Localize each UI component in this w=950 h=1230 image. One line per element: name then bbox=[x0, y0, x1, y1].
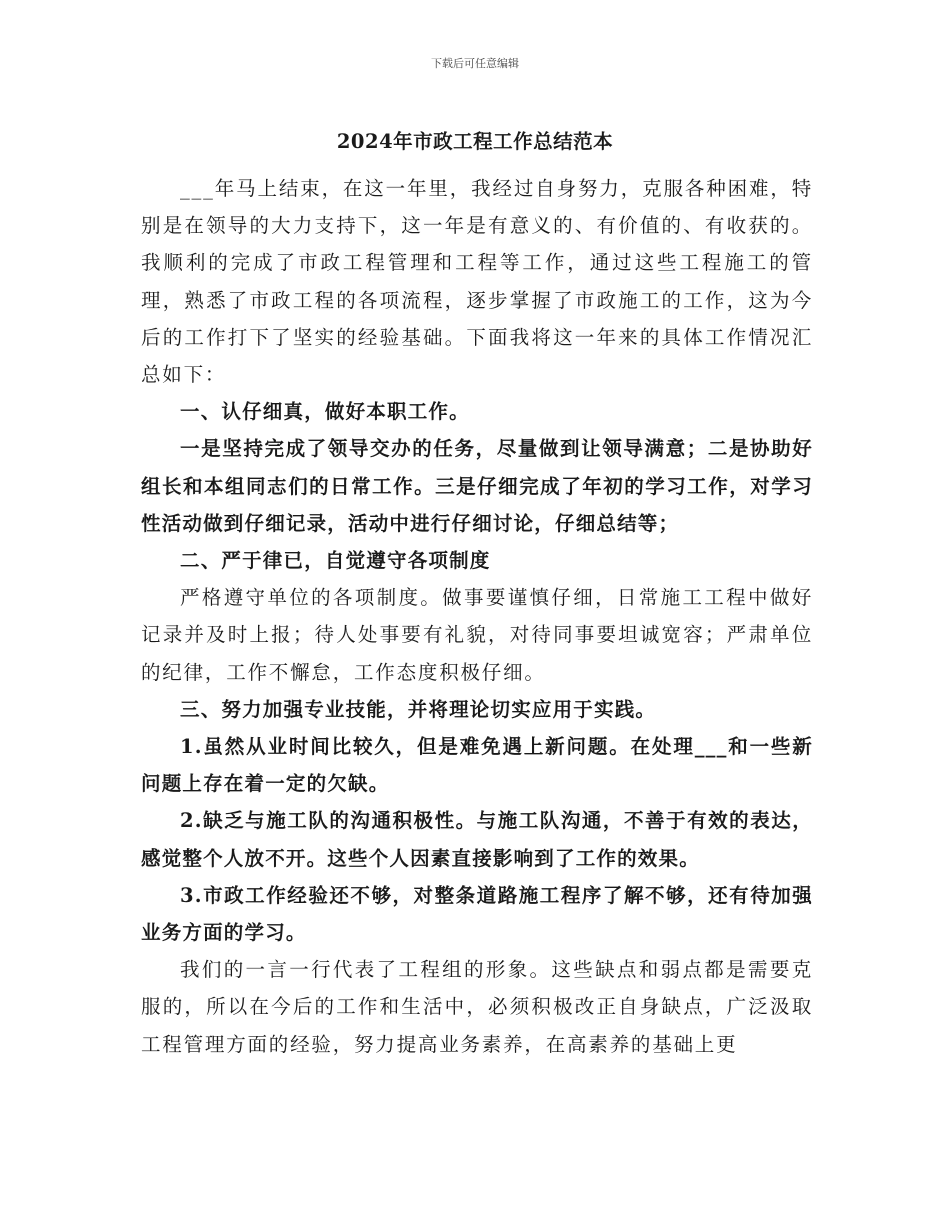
paragraph-intro: ___年马上结束，在这一年里，我经过自身努力，克服各种困难，特别是在领导的大力支持下，这一年是有意义的、有价值的、有收获的。我顺利的完成了市政工程管理和工程等工作，通过这些工程施工的管理，熟悉了市政工程的各项流程，逐步掌握了市政施工的工作，这为今后的工作打下了坚实的经验基础。下面我将这一年来的具体工作情况汇总如下： bbox=[141, 177, 813, 387]
list-item-2: 2.缺乏与施工队的沟通积极性。与施工队沟通，不善于有效的表达，感觉整个人放不开。这些个人因素直接影响到了工作的效果。 bbox=[141, 809, 813, 870]
heading-section-1: 一、认仔细真，做好本职工作。 bbox=[180, 400, 470, 424]
document-body bbox=[141, 170, 813, 1063]
list-item-3: 3.市政工作经验还不够，对整条道路施工程序了解不够，还有待加强业务方面的学习。 bbox=[141, 883, 813, 945]
paragraph-closing: 我们的一言一行代表了工程组的形象。这些缺点和弱点都是需要克服的，所以在今后的工作和生活中，必须积极改正自身缺点，广泛汲取工程管理方面的经验，努力提高业务素养，在高素养的基础上更 bbox=[141, 958, 813, 1056]
heading-section-2: 二、严于律已，自觉遵守各项制度 bbox=[180, 549, 491, 573]
paragraph-section-1: 一是坚持完成了领导交办的任务，尽量做到让领导满意；二是协助好组长和本组同志们的日常工作。三是仔细完成了年初的学习工作，对学习性活动做到仔细记录，活动中进行仔细讨论，仔细总结等； bbox=[141, 437, 813, 535]
page-header: 下载后可任意编辑 bbox=[431, 57, 519, 70]
paragraph-section-2: 严格遵守单位的各项制度。做事要谨慎仔细，日常施工工程中做好记录并及时上报；待人处事要有礼貌，对待同事要坦诚宽容；严肃单位的纪律，工作不懈怠，工作态度积极仔细。 bbox=[141, 586, 813, 684]
heading-section-3: 三、努力加强专业技能，并将理论切实应用于实践。 bbox=[180, 697, 657, 721]
list-item-1: 1.虽然从业时间比较久，但是难免遇上新问题。在处理___和一些新问题上存在着一定的欠缺。 bbox=[141, 735, 813, 796]
document-title: 2024年市政工程工作总结范本 bbox=[336, 130, 614, 153]
